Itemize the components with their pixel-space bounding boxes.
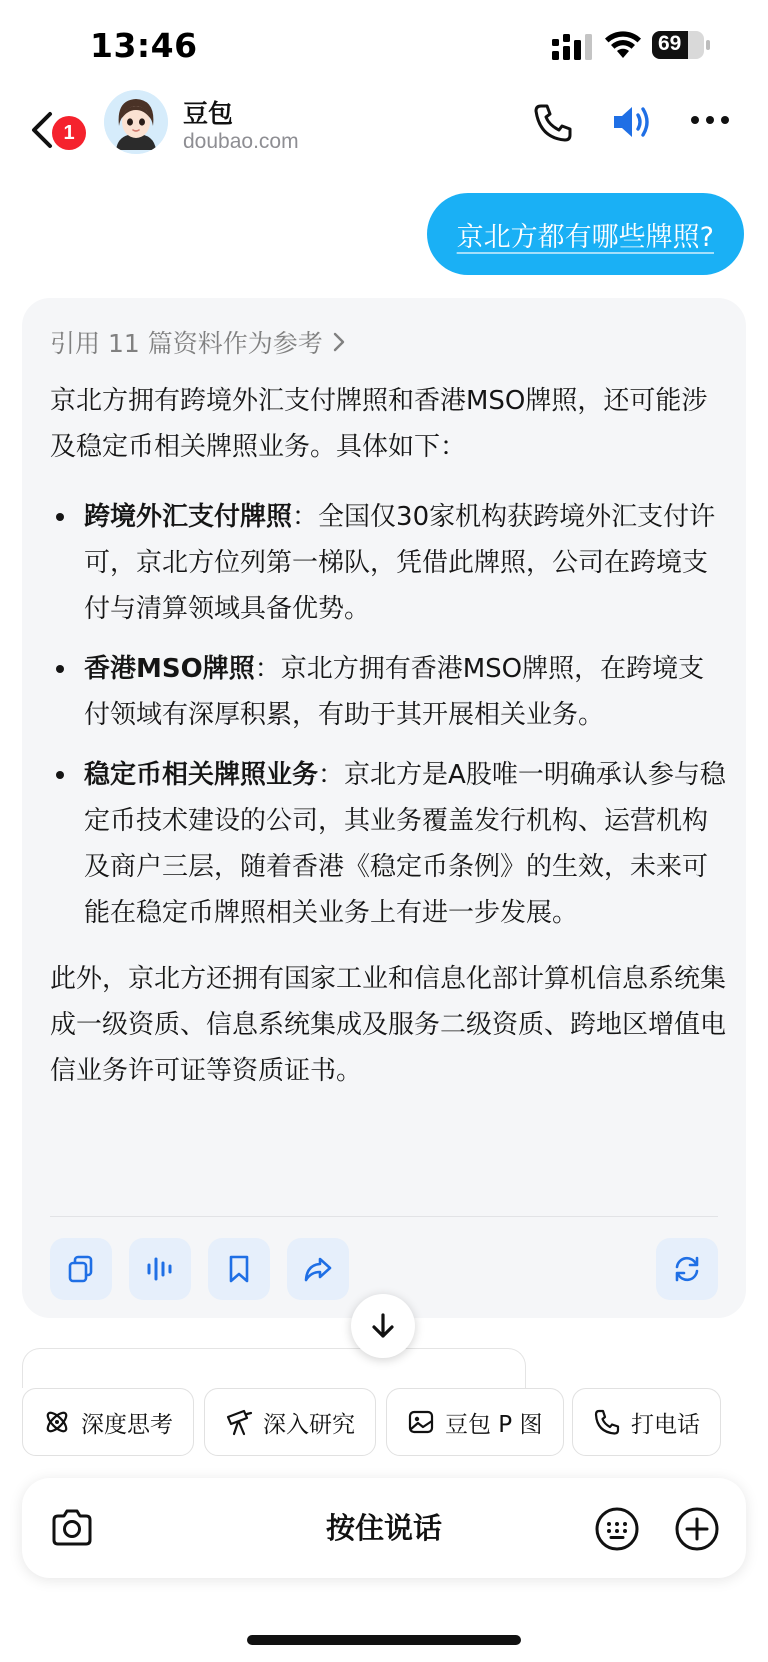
atom-icon [43, 1408, 71, 1436]
list-item [50, 752, 730, 936]
next-message-card [22, 1348, 526, 1388]
bot-reply-card [22, 298, 746, 1318]
unread-badge: 1 [52, 116, 86, 150]
bullet-title: 稳定币相关牌照业务 [84, 760, 319, 790]
telescope-icon [225, 1408, 253, 1436]
input-bar [22, 1478, 746, 1578]
more-icon[interactable] [690, 112, 730, 128]
voice-wave-icon [144, 1253, 176, 1285]
battery-icon [652, 31, 710, 59]
cellular-signal-icon [552, 34, 594, 60]
read-aloud-button[interactable] [129, 1238, 191, 1300]
bot-avatar[interactable] [104, 90, 168, 154]
keyboard-icon[interactable] [594, 1506, 640, 1552]
chip-deep-thinking[interactable] [22, 1388, 194, 1456]
bullet-separator: ： [292, 502, 319, 532]
share-button[interactable] [287, 1238, 349, 1300]
list-item [50, 646, 730, 738]
wifi-icon [604, 30, 642, 60]
image-edit-icon [407, 1408, 435, 1436]
speaker-icon[interactable] [610, 102, 654, 142]
bullet-title: 香港MSO牌照 [84, 654, 255, 684]
bullet-separator: ： [318, 760, 345, 790]
battery-level: 69 [658, 32, 682, 55]
bookmark-button[interactable] [208, 1238, 270, 1300]
chat-header [0, 90, 768, 190]
back-button[interactable] [28, 102, 98, 162]
regenerate-icon [671, 1253, 703, 1285]
chip-image-edit[interactable] [386, 1388, 564, 1456]
bullet-separator: ： [254, 654, 281, 684]
bot-name: 豆包 [183, 99, 234, 128]
citation-link[interactable] [50, 324, 347, 360]
scroll-to-bottom-button[interactable] [351, 1294, 415, 1358]
bot-domain: doubao.com [183, 130, 299, 153]
bookmark-icon [223, 1253, 255, 1285]
chip-label: 打电话 [631, 1411, 700, 1438]
chip-label: 深入研究 [263, 1411, 355, 1438]
status-bar [0, 0, 768, 90]
user-message-text: 京北方都有哪些牌照? [456, 221, 714, 253]
status-time: 13:46 [90, 26, 198, 65]
camera-icon[interactable] [50, 1508, 94, 1548]
answer-body [50, 378, 730, 1094]
home-indicator [247, 1635, 521, 1645]
user-message-bubble[interactable] [427, 193, 744, 275]
doubao-avatar-icon [104, 90, 168, 154]
chip-call[interactable] [572, 1388, 721, 1456]
quick-action-chips [22, 1388, 768, 1458]
arrow-down-icon [368, 1311, 398, 1341]
copy-button[interactable] [50, 1238, 112, 1300]
answer-bullets [50, 494, 730, 936]
divider [50, 1216, 718, 1217]
reply-actions [50, 1238, 718, 1302]
list-item [50, 494, 730, 632]
phone-icon [593, 1408, 621, 1436]
regenerate-button[interactable] [656, 1238, 718, 1300]
phone-call-icon[interactable] [532, 102, 574, 144]
copy-icon [65, 1253, 97, 1285]
chevron-right-icon [331, 331, 347, 353]
bullet-title: 跨境外汇支付牌照 [84, 502, 293, 532]
bullet-text: 全国仅30家机构获跨境外汇支付许可，京北方位列第一梯队，凭借此牌照，公司在跨境支付与清算领域具备优势。 [84, 502, 716, 624]
share-icon [302, 1253, 334, 1285]
bullet-text: 京北方拥有香港MSO牌照，在跨境支付领域有深厚积累，有助于其开展相关业务。 [84, 654, 705, 730]
chip-label: 深度思考 [81, 1411, 173, 1438]
citation-text: 引用 11 篇资料作为参考 [50, 329, 323, 358]
answer-outro: 此外，京北方还拥有国家工业和信息化部计算机信息系统集成一级资质、信息系统集成及服务二级资质、跨地区增值电信业务许可证等资质证书。 [50, 964, 727, 1086]
answer-intro: 京北方拥有跨境外汇支付牌照和香港MSO牌照，还可能涉及稳定币相关牌照业务。具体如下： [50, 386, 708, 462]
bullet-text: 京北方是A股唯一明确承认参与稳定币技术建设的公司，其业务覆盖发行机构、运营机构及商户三层，随着香港《稳定币条例》的生效，未来可能在稳定币牌照相关业务上有进一步发展。 [84, 760, 726, 928]
chip-label: 豆包 P 图 [445, 1411, 543, 1438]
chip-deep-research[interactable] [204, 1388, 376, 1456]
plus-icon[interactable] [674, 1506, 720, 1552]
hold-to-talk-button[interactable]: 按住说话 [325, 1511, 442, 1545]
